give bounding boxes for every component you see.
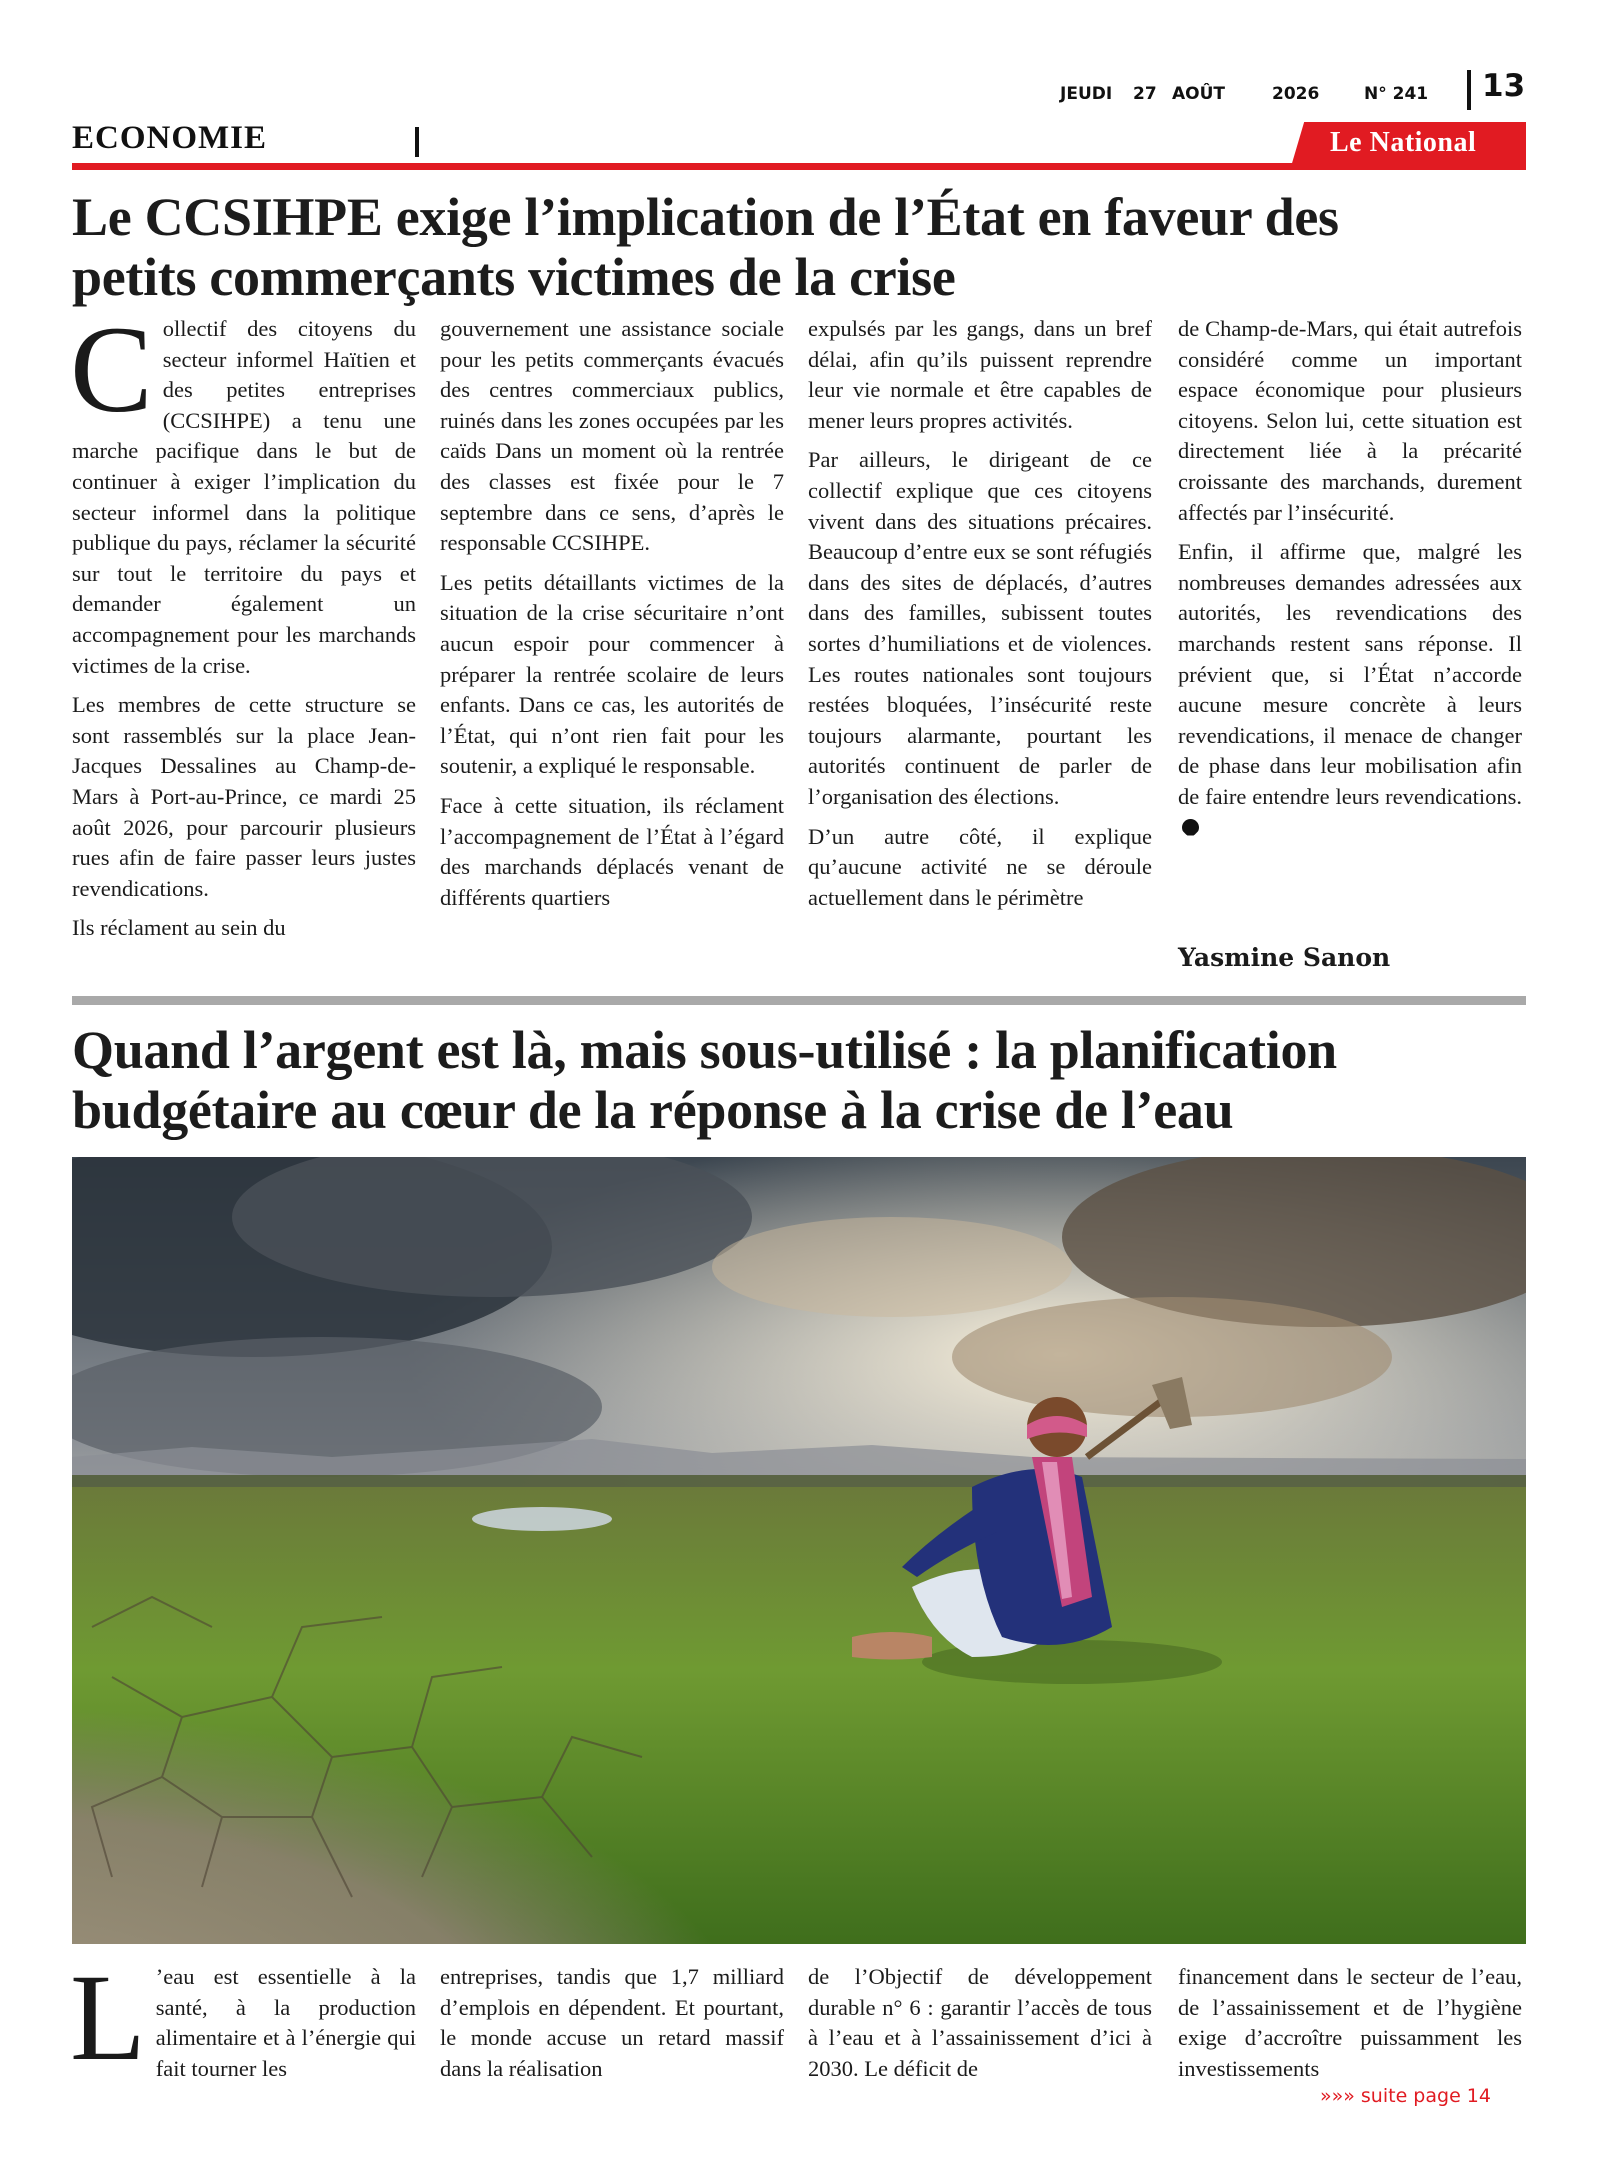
article2-column-2 [440, 1962, 784, 2093]
article2-paragraph: entreprises, tandis que 1,7 milliard d’emplois en dépendent. Et pourtant, le monde accuse un retard massif dans la réalisation [440, 1964, 784, 2081]
brand-name: Le National [1330, 127, 1477, 158]
issue-number: N° 241 [1364, 84, 1429, 104]
dateline-month: AOÛT [1172, 84, 1226, 104]
article2-headline-line2: budgétaire au cœur de la réponse à la crise de l’eau [72, 1080, 1234, 1140]
article1-paragraph: Par ailleurs, le dirigeant de ce collectif explique que ces citoyens vivent dans des situations précaires. Beaucoup d’entre eux se sont réfugiés dans des sites de déplacés, d’autres dans des familles, subissent toutes sortes d’humiliations et de violences. Les routes nationales sont toujours restées bloquées, l’insécurité reste toujours alarmante, pourtant les autorités continuent de parler de l’organisation des élections. [808, 447, 1152, 809]
article1-headline-line2: petits commerçants victimes de la crise [72, 247, 956, 307]
article2-paragraph: financement dans le secteur de l’eau, de l’assainissement et de l’hygiène exige d’accroître puissamment les investissements [1178, 1964, 1522, 2081]
article1-paragraph: expulsés par les gangs, dans un bref délai, afin qu’ils puissent reprendre leur vie normale et être capables de mener leurs propres activités. [808, 316, 1152, 433]
end-mark-icon [1182, 819, 1199, 836]
article2-dropcap: L [70, 1949, 146, 2086]
dateline-day: JEUDI [1060, 84, 1113, 104]
section-title: ECONOMIE [72, 120, 268, 156]
article1-column-1 [70, 301, 416, 953]
header-rule [72, 163, 1526, 170]
article1-paragraph: D’un autre côté, il explique qu’aucune activité ne se déroule actuellement dans le périmètre [808, 823, 1152, 910]
drought-farmer-photo [72, 1157, 1526, 1944]
article1-paragraph: gouvernement une assistance sociale pour les petits commerçants évacués des centres commerciaux publics, ruinés dans les zones occupées par les caïds Dans un moment où la rentrée des classes est fixée pour le 7 septembre dans ce sens, d’après le responsable CCSIHPE. [440, 316, 784, 556]
article1-column-4 [1178, 314, 1522, 852]
article2-paragraph: ’eau est essentielle à la santé, à la production alimentaire et à l’énergie qui fait tourner les [155, 1964, 416, 2081]
article1-paragraph: Face à cette situation, ils réclament l’accompagnement de l’État à l’égard des marchands déplacés venant de différents quartiers [440, 792, 784, 910]
dateline-year: 2026 [1272, 84, 1320, 104]
article-divider [72, 996, 1526, 1005]
article1-headline [72, 187, 1339, 307]
article2-column-3 [808, 1962, 1152, 2093]
article2-headline [72, 1020, 1337, 1140]
article2-paragraph: de l’Objectif de développement durable n° 6 : garantir l’accès de tous à l’eau et à l’assainissement d’ici à 2030. Le déficit de [808, 1964, 1152, 2081]
page-number-rule [1467, 70, 1471, 110]
article1-paragraph: Les petits détaillants victimes de la situation de la crise sécuritaire n’ont aucun espoir pour commencer à préparer la rentrée scolaire de leurs enfants. Dans ce cas, les autorités de l’État, qui n’ont rien fait pour les soutenir, a expliqué le responsable. [440, 569, 784, 779]
article1-byline: Yasmine Sanon [1178, 943, 1391, 972]
article1-dropcap: C [70, 301, 153, 438]
article1-column-2 [440, 314, 784, 922]
article1-column-3 [808, 314, 1152, 922]
continued-on-page-link[interactable]: »»» suite page 14 [1320, 2085, 1491, 2107]
article1-paragraph: ollectif des citoyens du secteur informel Haïtien et des petites entreprises (CCSIHPE) a tenu une marche pacifique dans le but de continuer à exiger l’implication du secteur informel dans la politique publique du pays, réclamer la sécurité sur tout le territoire du pays et demander également un accompagnement pour les marchands victimes de la crise. [72, 316, 416, 678]
article1-paragraph: de Champ-de-Mars, qui était autrefois considéré comme un important espace économique pour plusieurs citoyens. Selon lui, cette situation est directement liée à la précarité croissante des marchands, durement affectés par l’insécurité. [1178, 316, 1522, 525]
article2-column-4 [1178, 1962, 1522, 2093]
dateline-date: 27 [1133, 84, 1157, 104]
article1-paragraph: Ils réclament au sein du [72, 915, 286, 941]
article2-headline-line1: Quand l’argent est là, mais sous-utilisé : la planification [72, 1020, 1337, 1080]
article2-column-1 [70, 1949, 416, 2093]
section-divider [415, 127, 419, 157]
article1-paragraph: Les membres de cette structure se sont rassemblés sur la place Jean-Jacques Dessalines au Champ-de-Mars à Port-au-Prince, ce mardi 25 août 2026, pour parcourir plusieurs rues afin de faire passer leurs justes revendications. [72, 692, 416, 901]
article1-paragraph: Enfin, il affirme que, malgré les nombreuses demandes adressées aux autorités, les revendications des marchands restent sans réponse. Il prévient que, si l’État n’accorde aucune mesure concrète à leurs revendications, il menace de changer de phase dans leur mobilisation afin de faire entendre leurs revendications. [1178, 539, 1522, 809]
page-number: 13 [1482, 68, 1526, 104]
article1-headline-line1: Le CCSIHPE exige l’implication de l’État en faveur des [72, 187, 1339, 247]
